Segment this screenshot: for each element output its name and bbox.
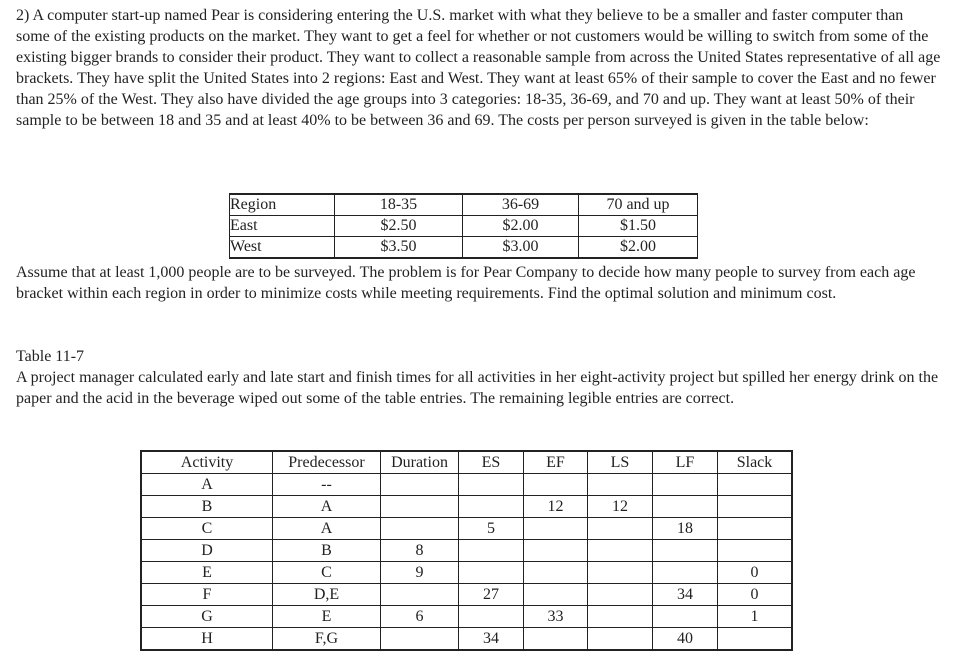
problem-2-text: 2) A computer start-up named Pear is considering entering the U.S. market with what they believe to be a smaller and faster computer than some of the existing products on the market. They want to get a feel for whether or not customers would be willing to switch from some of the existing bigger brands to consider their product. They want to collect a reasonable sample from across the United States representative of all age brackets. They have split the United States into 2 regions: East and West. They want at least 65% of their sample to cover the East and no fewer than 25% of the West. They also have divided the age groups into 3 categories: 18-35, 36-69, and 70 and up. They want at least 50% of their sample to be between 18 and 35 and at least 40% to be between 36 and 69. The costs per person surveyed is given in the table below: xyxy=(16,7,941,129)
activity-table-header-row xyxy=(141,451,792,474)
header-ef: EF xyxy=(524,451,588,474)
table-cell xyxy=(718,496,793,518)
table-cell: B xyxy=(273,540,381,562)
table-cell: G xyxy=(141,606,273,628)
cost-cell: $1.50 xyxy=(579,216,698,237)
table-cell xyxy=(588,628,653,651)
table-cell: 12 xyxy=(588,496,653,518)
table-row xyxy=(141,562,792,584)
table-cell xyxy=(381,518,459,540)
header-lf: LF xyxy=(653,451,718,474)
table-cell: C xyxy=(141,518,273,540)
header-duration: Duration xyxy=(381,451,459,474)
table-row xyxy=(141,584,792,606)
table-cell xyxy=(588,562,653,584)
table-description: A project manager calculated early and late start and finish times for all activities in her eight-activity project but spilled her energy drink on the paper and the acid in the beverage wiped out some of the table entries. The remaining legible entries are correct. xyxy=(16,369,939,407)
table-cell xyxy=(381,628,459,651)
table-cell: A xyxy=(141,474,273,496)
table-cell: 6 xyxy=(381,606,459,628)
table-cell xyxy=(588,606,653,628)
table-cell xyxy=(718,628,793,651)
table-cell: 33 xyxy=(524,606,588,628)
table-cell: 8 xyxy=(381,540,459,562)
cost-header-70-up: 70 and up xyxy=(579,194,698,216)
table-cell xyxy=(718,474,793,496)
table-cell xyxy=(459,540,524,562)
table-cell xyxy=(653,540,718,562)
cost-cell: $3.50 xyxy=(335,237,463,259)
table-cell xyxy=(588,518,653,540)
table-cell xyxy=(459,474,524,496)
table-row xyxy=(141,496,792,518)
table-cell xyxy=(524,540,588,562)
cost-header-region: Region xyxy=(230,194,335,216)
table-cell xyxy=(459,496,524,518)
table-cell: 40 xyxy=(653,628,718,651)
table-cell: F,G xyxy=(273,628,381,651)
cost-cell: $2.50 xyxy=(335,216,463,237)
table-cell xyxy=(524,562,588,584)
table-cell: 18 xyxy=(653,518,718,540)
table-cell xyxy=(653,474,718,496)
table-cell: A xyxy=(273,496,381,518)
cost-table-row xyxy=(230,216,698,237)
table-cell xyxy=(459,606,524,628)
table-cell: F xyxy=(141,584,273,606)
table-title: Table 11-7 xyxy=(16,348,85,365)
cost-cell: $2.00 xyxy=(463,216,579,237)
table-cell xyxy=(588,540,653,562)
table-cell xyxy=(653,562,718,584)
header-es: ES xyxy=(459,451,524,474)
table-cell xyxy=(588,584,653,606)
cost-cell: $3.00 xyxy=(463,237,579,259)
table-cell: 34 xyxy=(459,628,524,651)
header-activity: Activity xyxy=(141,451,273,474)
table-cell xyxy=(588,474,653,496)
table-cell: -- xyxy=(273,474,381,496)
table-cell: 9 xyxy=(381,562,459,584)
table-cell xyxy=(381,496,459,518)
table-cell xyxy=(653,496,718,518)
header-predecessor: Predecessor xyxy=(273,451,381,474)
table-cell: A xyxy=(273,518,381,540)
table-cell: 34 xyxy=(653,584,718,606)
problem-2-followup: Assume that at least 1,000 people are to be surveyed. The problem is for Pear Company to decide how many people to survey from each age bracket within each region in order to minimize costs while meeting requirements. Find the optimal solution and minimum cost. xyxy=(16,264,916,302)
cost-header-36-69: 36-69 xyxy=(463,194,579,216)
table-cell: C xyxy=(273,562,381,584)
table-cell: H xyxy=(141,628,273,651)
table-cell xyxy=(718,518,793,540)
table-cell xyxy=(524,628,588,651)
cost-header-18-35: 18-35 xyxy=(335,194,463,216)
table-row xyxy=(141,606,792,628)
cost-table-row xyxy=(230,237,698,259)
table-cell xyxy=(524,518,588,540)
table-cell xyxy=(381,584,459,606)
table-row xyxy=(141,540,792,562)
header-slack: Slack xyxy=(718,451,793,474)
table-row xyxy=(141,474,792,496)
table-cell xyxy=(653,606,718,628)
table-cell: 1 xyxy=(718,606,793,628)
table-cell: D,E xyxy=(273,584,381,606)
cost-table xyxy=(229,193,698,259)
table-cell: E xyxy=(273,606,381,628)
cost-cell: $2.00 xyxy=(579,237,698,259)
table-cell: 27 xyxy=(459,584,524,606)
table-cell xyxy=(459,562,524,584)
table-row xyxy=(141,628,792,651)
cost-cell: West xyxy=(230,237,335,259)
table-cell: 12 xyxy=(524,496,588,518)
cost-cell: East xyxy=(230,216,335,237)
table-cell: D xyxy=(141,540,273,562)
table-cell xyxy=(718,540,793,562)
table-cell: 5 xyxy=(459,518,524,540)
table-cell xyxy=(381,474,459,496)
table-cell: E xyxy=(141,562,273,584)
table-cell: 0 xyxy=(718,562,793,584)
table-cell xyxy=(524,474,588,496)
table-cell: 0 xyxy=(718,584,793,606)
activity-table xyxy=(140,450,793,651)
header-ls: LS xyxy=(588,451,653,474)
table-cell: B xyxy=(141,496,273,518)
table-row xyxy=(141,518,792,540)
cost-table-header-row xyxy=(230,194,698,216)
table-cell xyxy=(524,584,588,606)
